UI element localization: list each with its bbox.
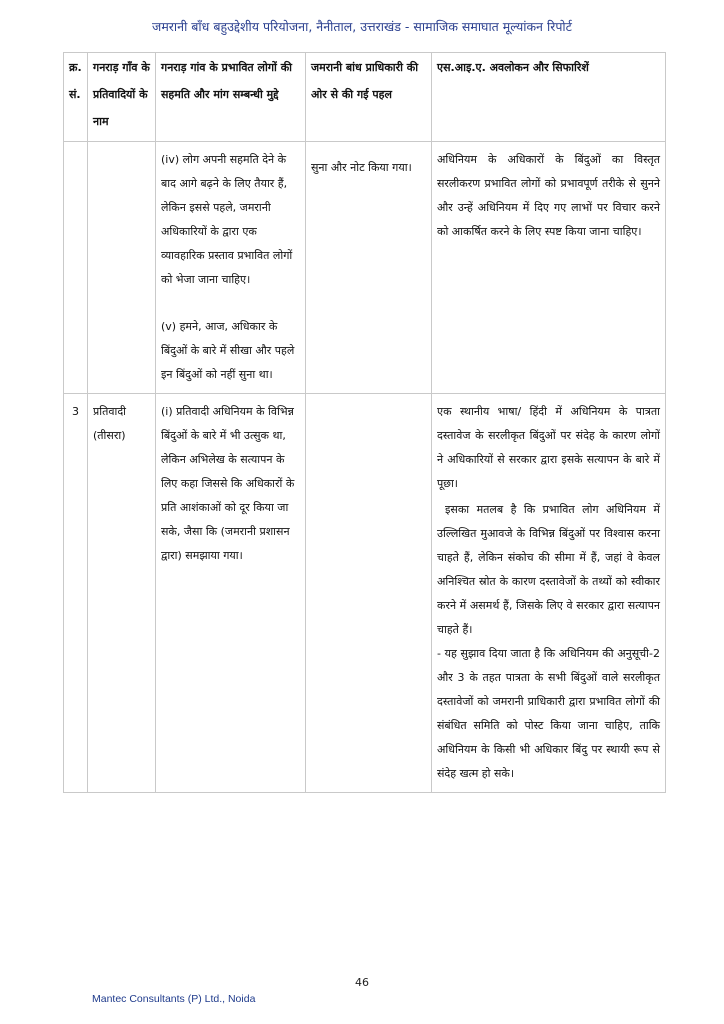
cell-issues: [156, 142, 306, 394]
recommendation-paragraph: एक स्थानीय भाषा/ हिंदी में अधिनियम के पात्रता दस्तावेज के सरलीकृत बिंदुओं पर संदेह के कारण लोगों ने अधिकारियों से सरकार द्वारा इसके सत्यापन के बारे में पूछा।: [437, 405, 660, 490]
issue-paragraph: (iv) लोग अपनी सहमति देने के बाद आगे बढ़ने के लिए तैयार हैं, लेकिन इससे पहले, जमरानी अधिकारियों के द्वारा एक व्यावहारिक प्रस्ताव प्रभावित लोगों को भेजा जाना चाहिए।: [161, 153, 293, 286]
table-header-row: [64, 53, 666, 142]
cell-respondent-name: [88, 142, 156, 394]
col-header-respondent-names: गनराड़ गाँव के प्रतिवादियों के नाम: [88, 53, 156, 142]
footer-company-name: Mantec Consultants (P) Ltd., Noida: [92, 993, 256, 1005]
page-header: जमरानी बाँध बहुउद्देशीय परियोजना, नैनीताल, उत्तराखंड - सामाजिक समाघात मूल्यांकन रिपोर्ट: [152, 19, 572, 34]
recommendation-paragraph: - यह सुझाव दिया जाता है कि अधिनियम की अनुसूची-2 और 3 के तहत पात्रता के सभी बिंदुओं वाले सरलीकृत दस्तावेजों को जमरानी प्राधिकारी द्वारा प्रभावित लोगों की संबंधित समिति को पोस्ट किया जाना चाहिए, ताकि अधिनियम के किसी भी अधिकार बिंदु पर स्थायी रूप से संदेह खत्म हो सके।: [437, 647, 660, 780]
issue-paragraph: (v) हमने, आज, अधिकार के बिंदुओं के बारे में सीखा और पहले इन बिंदुओं को नहीं सुना था।: [161, 320, 295, 381]
recommendation-paragraph: इसका मतलब है कि प्रभावित लोग अधिनियम में उल्लिखित मुआवजे के विभिन्न बिंदुओं पर विश्वास करना चाहते हैं, लेकिन संकोच की सीमा में हैं, जहां वे केवल अनिश्चित स्रोत के कारण दस्तावेजों के तथ्यों को स्वीकार करने में असमर्थ हैं, जिसके लिए वे सरकार द्वारा सत्यापन चाहते हैं।: [437, 503, 660, 636]
cell-sia-recommendation: [432, 394, 666, 793]
col-header-authority-initiative: जमरानी बांध प्राधिकारी की ओर से की गई पहल: [306, 53, 432, 142]
cell-authority-initiative: [306, 394, 432, 793]
cell-serial: 3: [64, 394, 88, 793]
col-header-serial: क्र. सं.: [64, 53, 88, 142]
cell-authority-initiative: [306, 142, 432, 394]
cell-serial: [64, 142, 88, 394]
page-number: 46: [355, 976, 369, 989]
cell-issues: [156, 394, 306, 793]
col-header-issues: गनराड़ गांव के प्रभावित लोगों की सहमति और मांग सम्बन्धी मुद्दे: [156, 53, 306, 142]
initiative-text: सुना और नोट किया गया।: [311, 161, 412, 174]
cell-respondent-name: प्रतिवादी (तीसरा): [88, 394, 156, 793]
col-header-sia-recommendations: एस.आइ.ए. अवलोकन और सिफारिशें: [432, 53, 666, 142]
issue-paragraph: (i) प्रतिवादी अधिनियम के विभिन्न बिंदुओं के बारे में भी उत्सुक था, लेकिन अभिलेख के सत्यापन के लिए कहा जिससे कि अधिकारों के प्रति आशंकाओं को दूर किया जा सके, जैसा कि (जमरानी प्रशासन द्वारा) समझाया गया।: [161, 405, 295, 562]
table-row: [64, 142, 666, 394]
consultation-table: [63, 52, 666, 793]
cell-sia-recommendation: [432, 142, 666, 394]
table-row: [64, 394, 666, 793]
recommendation-paragraph: अधिनियम के अधिकारों के बिंदुओं का विस्तृत सरलीकरण प्रभावित लोगों को प्रभावपूर्ण तरीके से सुनने और उन्हें अधिनियम में दिए गए लाभों पर विचार करने को आकर्षित करने के लिए स्पष्ट किया जाना चाहिए।: [437, 153, 660, 238]
